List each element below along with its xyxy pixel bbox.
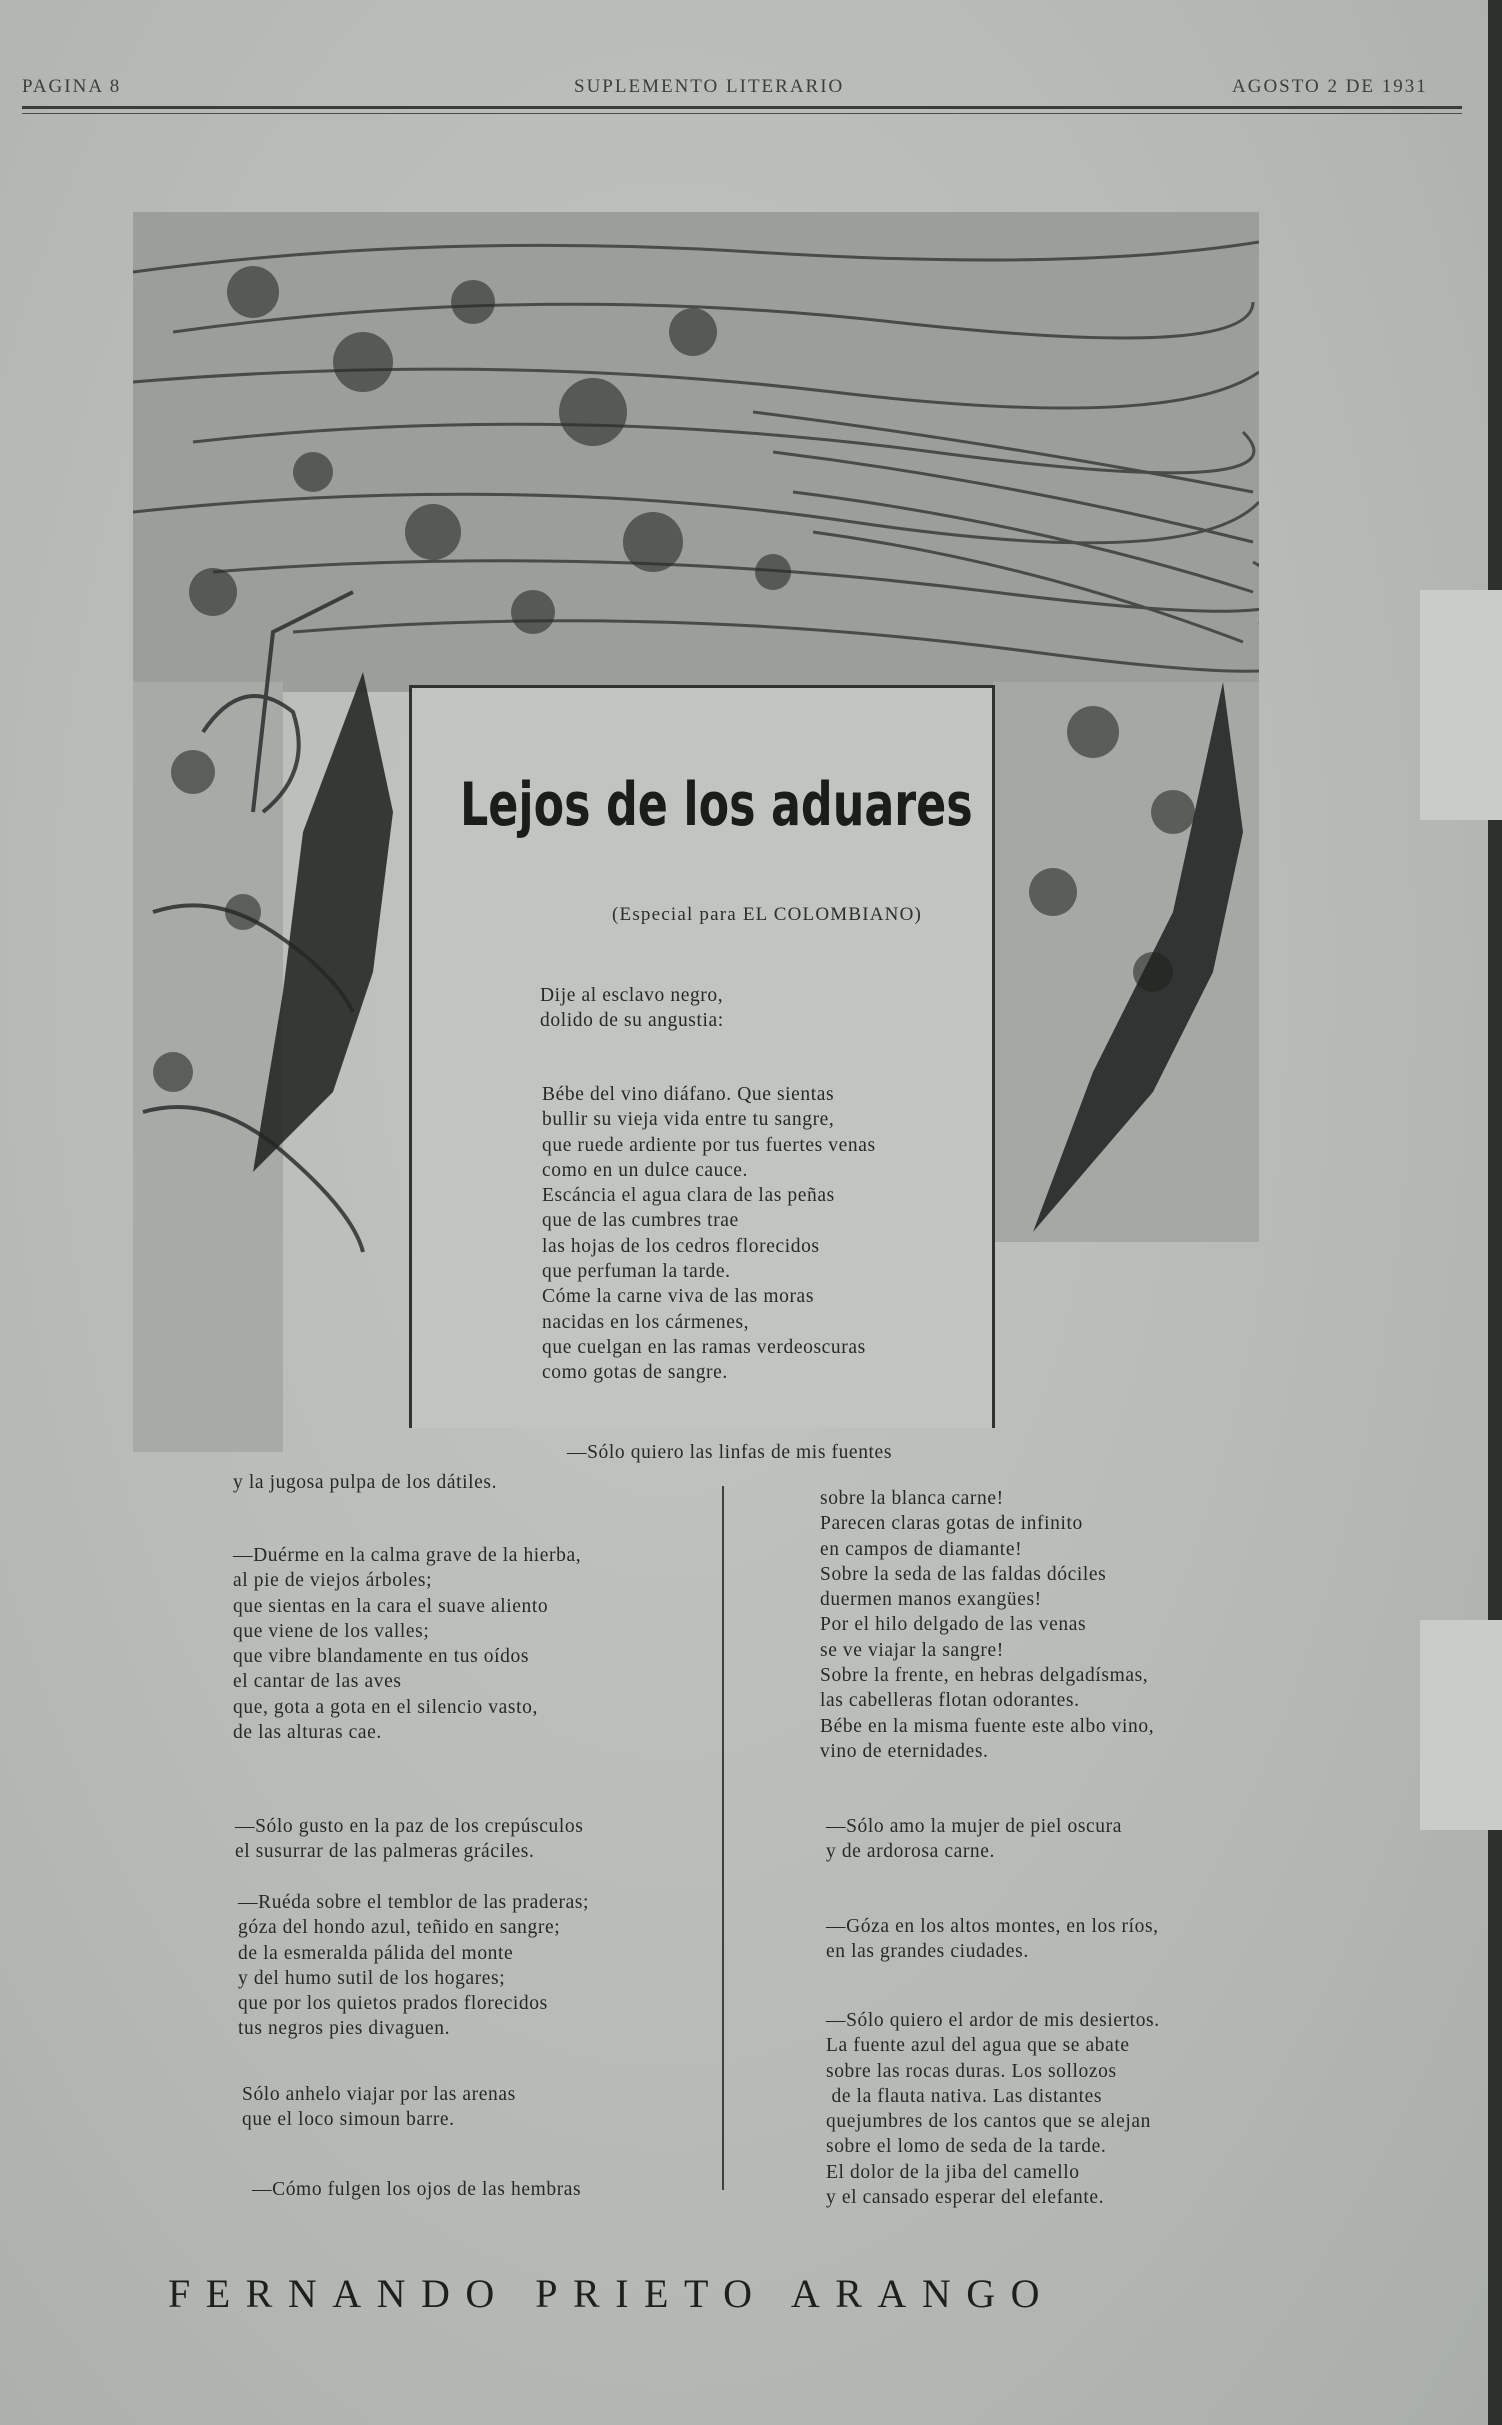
verse-line: tus negros pies divaguen. [238,2018,451,2040]
verse-line: —Sólo gusto en la paz de los crepúsculos [235,1816,584,1837]
verse-line: Bébe del vino diáfano. Que sientas [542,1084,835,1105]
verse-line: —Ruéda sobre el temblor de las praderas; [238,1892,590,1913]
verse-line: de las alturas cae. [233,1722,382,1744]
left-col-block-4 [238,1890,589,2042]
verse-line: se ve viajar la sangre! [820,1639,1004,1661]
verse-line: vino de eternidades. [820,1740,989,1762]
verse-line: sobre la blanca carne! [820,1488,1004,1509]
issue-date: AGOSTO 2 DE 1931 [1232,76,1428,97]
verse-line: Parecen claras gotas de infinito [820,1513,1083,1535]
header-rule-thin [22,113,1462,114]
verse-line: en campos de diamante! [820,1538,1023,1560]
verse-line: góza del hondo azul, teñido en sangre; [238,1917,561,1939]
poem-title: Lejos de los aduares [460,770,973,840]
verse-line: El dolor de la jiba del camello [826,2161,1080,2183]
verse-line: —Sólo amo la mujer de piel oscura [826,1816,1122,1837]
left-col-block-5 [242,2082,516,2133]
verse-line: de la flauta nativa. Las distantes [826,2085,1103,2107]
verse-line: Sólo anhelo viajar por las arenas [242,2084,516,2105]
page-edge [1488,0,1502,2425]
verse-line: nacidas en los cármenes, [542,1311,750,1333]
poem-intro [540,983,724,1034]
verse-line: y la jugosa pulpa de los dátiles. [233,1472,498,1493]
verse-line: —Duérme en la calma grave de la hierba, [233,1545,582,1566]
verse-line: como gotas de sangre. [542,1362,728,1384]
poem-author: FERNANDO PRIETO ARANGO [168,2271,1055,2316]
left-col-block-3 [235,1814,583,1865]
verse-line: que el loco simoun barre. [242,2109,455,2131]
right-col-block-3 [826,1914,1159,1965]
verse-line: al pie de viejos árboles; [233,1570,433,1592]
page-header [22,76,1452,106]
verse-line: —Góza en los altos montes, en los ríos, [826,1916,1159,1937]
left-col-block-6 [252,2177,581,2202]
verse-line: como en un dulce cauce. [542,1159,749,1181]
section-name: SUPLEMENTO LITERARIO [574,76,845,97]
poem-stanza-1 [542,1082,876,1386]
verse-line: sobre las rocas duras. Los sollozos [826,2060,1117,2082]
verse-line: el cantar de las aves [233,1671,402,1693]
verse-line: —Sólo quiero el ardor de mis desiertos. [826,2010,1160,2031]
right-col-block-2 [826,1814,1122,1865]
verse-line: que ruede ardiente por tus fuertes venas [542,1134,876,1156]
poem-stanza-2-opening [567,1440,892,1465]
right-col-block-1 [820,1486,1154,1764]
verse-line: Dije al esclavo negro, [540,985,724,1006]
left-col-block-1 [233,1470,497,1495]
verse-line: duermen manos exangües! [820,1589,1042,1611]
verse-line: el susurrar de las palmeras gráciles. [235,1841,535,1863]
verse-line: que viene de los valles; [233,1620,430,1642]
verse-line: y del humo sutil de los hogares; [238,1967,506,1989]
verse-line: Cóme la carne viva de las moras [542,1286,815,1308]
verse-line: La fuente azul del agua que se abate [826,2035,1130,2057]
verse-line: de la esmeralda pálida del monte [238,1942,514,1964]
poem-subtitle: (Especial para EL COLOMBIANO) [612,904,923,925]
verse-line: —Sólo quiero las linfas de mis fuentes [567,1442,893,1463]
right-col-block-4 [826,2008,1160,2210]
verse-line: Por el hilo delgado de las venas [820,1614,1087,1636]
verse-line: que cuelgan en las ramas verdeoscuras [542,1336,866,1358]
verse-line: Sobre la frente, en hebras delgadísmas, [820,1665,1149,1687]
verse-line: las hojas de los cedros florecidos [542,1235,820,1257]
verse-line: Escáncia el agua clara de las peñas [542,1185,835,1207]
page-number: PAGINA 8 [22,76,122,97]
verse-line: que vibre blandamente en tus oídos [233,1646,530,1668]
verse-line: que de las cumbres trae [542,1210,739,1232]
verse-line: dolido de su angustia: [540,1010,724,1032]
verse-line: que perfuman la tarde. [542,1261,731,1283]
verse-line: Bébe en la misma fuente este albo vino, [820,1715,1155,1737]
header-rule [22,106,1462,109]
verse-line: las cabelleras flotan odorantes. [820,1690,1080,1712]
verse-line: sobre el lomo de seda de la tarde. [826,2136,1107,2158]
verse-line: quejumbres de los cantos que se alejan [826,2111,1151,2133]
left-col-block-2 [233,1543,581,1745]
verse-line: y de ardorosa carne. [826,1841,995,1863]
verse-line: que por los quietos prados florecidos [238,1993,548,2015]
verse-line: Sobre la seda de las faldas dóciles [820,1563,1107,1585]
verse-line: y el cansado esperar del elefante. [826,2187,1105,2209]
verse-line: bullir su vieja vida entre tu sangre, [542,1109,835,1131]
paper-tab [1420,590,1502,820]
verse-line: que, gota a gota en el silencio vasto, [233,1696,538,1718]
verse-line: que sientas en la cara el suave aliento [233,1595,549,1617]
paper-tab [1420,1620,1502,1830]
column-divider [722,1486,724,2190]
verse-line: —Cómo fulgen los ojos de las hembras [252,2179,582,2200]
verse-line: en las grandes ciudades. [826,1941,1029,1963]
